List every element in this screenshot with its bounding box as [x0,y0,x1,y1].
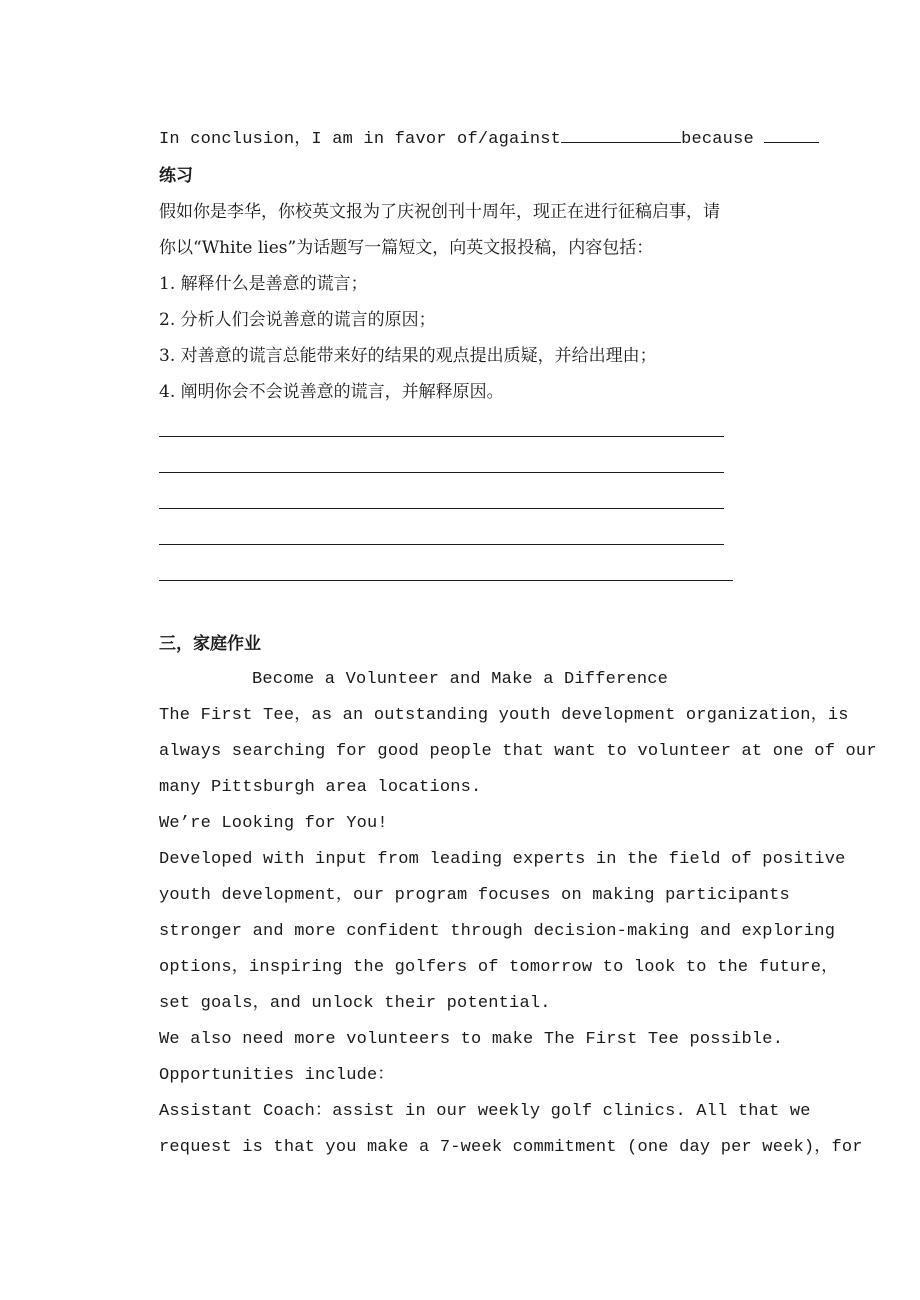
article-line-2: always searching for good people that want to volunteer at one of our [159,742,877,761]
article-line-11: Opportunities include： [159,1066,395,1085]
article-line-1: The First Tee，as an outstanding youth development organization，is [159,706,849,725]
article-line-10: We also need more volunteers to make The First Tee possible. [159,1030,784,1049]
article-line-8: options，inspiring the golfers of tomorrow to look to the future， [159,958,839,977]
answer-line-3[interactable] [159,508,724,509]
homework-heading: 三，家庭作业 [159,634,261,654]
practice-heading: 练习 [159,166,193,186]
article-line-13: request is that you make a 7-week commitment (one day per week)，for [159,1138,863,1157]
conclusion-sentence [159,128,819,152]
article-title: Become a Volunteer and Make a Difference [251,670,669,689]
answer-line-5[interactable] [159,580,733,581]
practice-item-4: 4. 阐明你会不会说善意的谎言，并解释原因。 [159,382,504,402]
article-line-4: We’re Looking for You! [159,814,388,833]
article-line-5: Developed with input from leading experts in the field of positive [159,850,846,869]
practice-item-2: 2. 分析人们会说善意的谎言的原因； [159,310,436,330]
article-line-6: youth development，our program focuses on making participants [159,886,790,905]
article-line-9: set goals，and unlock their potential. [159,994,551,1013]
conclusion-text-2: because [681,130,754,149]
answer-line-1[interactable] [159,436,724,437]
practice-item-3: 3. 对善意的谎言总能带来好的结果的观点提出质疑，并给出理由； [159,346,657,366]
answer-line-2[interactable] [159,472,724,473]
practice-prompt-line-1: 假如你是李华，你校英文报为了庆祝创刊十周年，现正在进行征稿启事，请 [159,202,720,222]
article-line-7: stronger and more confident through decision-making and exploring [159,922,836,941]
article-line-3: many Pittsburgh area locations. [159,778,482,797]
article-line-12: Assistant Coach：assist in our weekly golf clinics. All that we [159,1102,811,1121]
blank-reason[interactable] [764,128,819,143]
blank-opinion[interactable] [561,128,681,143]
practice-item-1: 1. 解释什么是善意的谎言； [159,274,368,294]
conclusion-text-1: In conclusion，I am in favor of/against [159,130,562,149]
practice-prompt-line-2: 你以“White lies”为话题写一篇短文，向英文报投稿，内容包括： [159,238,654,258]
answer-line-4[interactable] [159,544,724,545]
